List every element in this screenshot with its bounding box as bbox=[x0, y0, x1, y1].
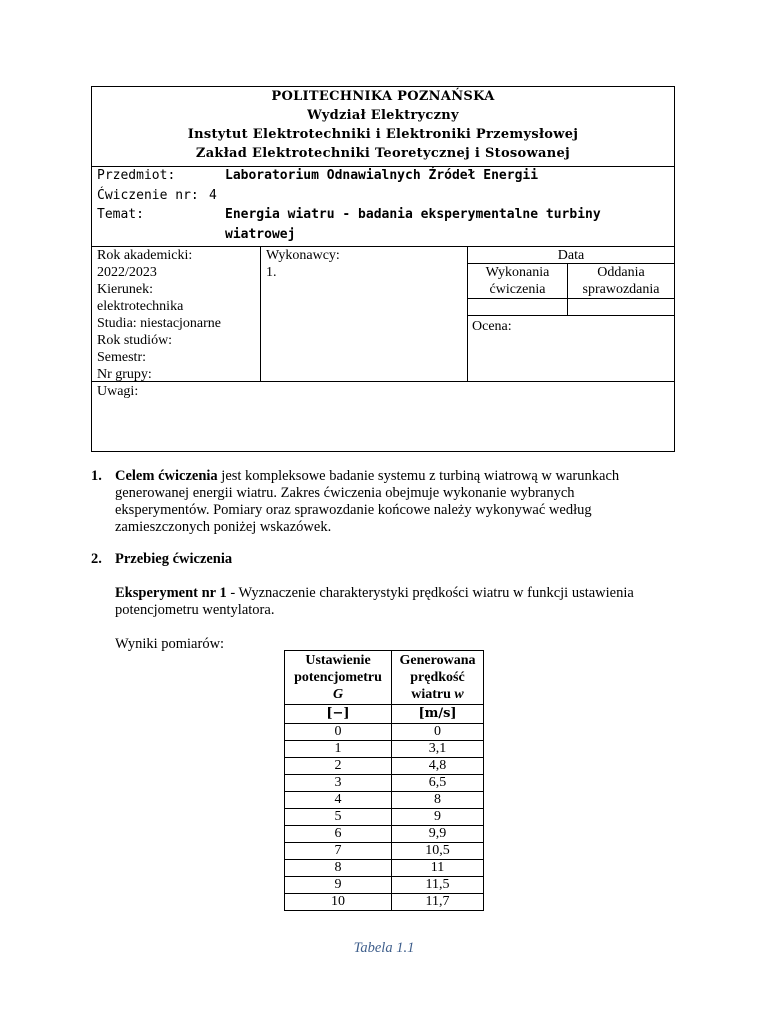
cell-g: 0 bbox=[285, 724, 392, 741]
cell-g: 4 bbox=[285, 792, 392, 809]
cell-w: 11,7 bbox=[392, 894, 484, 911]
performers-label: Wykonawcy: bbox=[266, 248, 340, 263]
semester-label: Semestr: bbox=[97, 350, 146, 365]
table-row bbox=[285, 792, 484, 809]
section-2-number: 2. bbox=[91, 551, 102, 567]
cell-w: 10,5 bbox=[392, 843, 484, 860]
cell-g: 2 bbox=[285, 758, 392, 775]
section-2-title: Przebieg ćwiczenia bbox=[115, 551, 233, 567]
col2-symbol: w bbox=[454, 687, 464, 702]
table-row bbox=[285, 826, 484, 843]
cell-w: 11,5 bbox=[392, 877, 484, 894]
section-1-line-1: jest kompleksowe badanie systemu z turbiną wiatrową w warunkach bbox=[217, 468, 620, 484]
group-number-label: Nr grupy: bbox=[97, 367, 152, 382]
grade-label: Ocena: bbox=[472, 319, 512, 334]
field-label: Kierunek: bbox=[97, 282, 153, 297]
col2-header-line-3: wiatru bbox=[411, 687, 451, 702]
table-row bbox=[285, 877, 484, 894]
measurement-results-table bbox=[284, 650, 484, 911]
date-label: Data bbox=[557, 248, 585, 263]
cell-w: 4,8 bbox=[392, 758, 484, 775]
experiment-1-title: Eksperyment nr 1 bbox=[115, 585, 227, 601]
experiment-1-line-2: potencjometru wentylatora. bbox=[115, 602, 275, 618]
cell-w: 9 bbox=[392, 809, 484, 826]
submitted-date-label-1: Oddania bbox=[597, 265, 645, 280]
cell-g: 5 bbox=[285, 809, 392, 826]
cell-g: 1 bbox=[285, 741, 392, 758]
cell-g: 9 bbox=[285, 877, 392, 894]
section-1-paragraph bbox=[115, 468, 619, 536]
studies-type: Studia: niestacjonarne bbox=[97, 316, 222, 331]
subject-value: Laboratorium Odnawialnych Źródeł Energii bbox=[225, 168, 539, 183]
notes-label: Uwagi: bbox=[97, 384, 139, 399]
col1-unit: [−] bbox=[285, 705, 392, 724]
topic-line-2: wiatrowej bbox=[225, 227, 296, 242]
subject-label: Przedmiot: bbox=[97, 168, 176, 183]
table-row bbox=[285, 860, 484, 877]
col1-header-line-1: Ustawienie bbox=[305, 653, 371, 668]
exercise-number: 4 bbox=[209, 188, 217, 203]
section-1-number: 1. bbox=[91, 468, 102, 484]
col1-symbol: G bbox=[332, 687, 344, 702]
section-1-line-4: zamieszczonych poniżej wskazówek. bbox=[115, 519, 332, 535]
done-date-label-2: ćwiczenia bbox=[489, 282, 546, 297]
table-row bbox=[285, 843, 484, 860]
table-caption: Tabela 1.1 bbox=[353, 940, 415, 956]
results-label: Wyniki pomiarów: bbox=[115, 636, 225, 652]
university-name: POLITECHNIKA POZNAŃSKA bbox=[271, 89, 495, 104]
performer-1: 1. bbox=[266, 265, 277, 280]
cell-w: 6,5 bbox=[392, 775, 484, 792]
academic-year-label: Rok akademicki: bbox=[97, 248, 193, 263]
section-1-line-3: eksperymentów. Pomiary oraz sprawozdanie końcowe należy wykonywać według bbox=[115, 502, 592, 518]
study-year-label: Rok studiów: bbox=[97, 333, 173, 348]
cell-w: 9,9 bbox=[392, 826, 484, 843]
table-header-row bbox=[285, 651, 484, 705]
field-value: elektrotechnika bbox=[97, 299, 184, 314]
col2-header-line-2: prędkość bbox=[410, 670, 465, 685]
table-unit-row bbox=[285, 705, 484, 724]
topic-line-1: Energia wiatru - badania eksperymentalne turbiny bbox=[225, 207, 601, 222]
cell-g: 8 bbox=[285, 860, 392, 877]
col2-unit: [m/s] bbox=[392, 705, 484, 724]
table-row bbox=[285, 775, 484, 792]
cell-g: 3 bbox=[285, 775, 392, 792]
cell-w: 8 bbox=[392, 792, 484, 809]
table-row bbox=[285, 809, 484, 826]
institute-name: Instytut Elektrotechniki i Elektroniki Przemysłowej bbox=[187, 127, 579, 142]
cell-g: 10 bbox=[285, 894, 392, 911]
experiment-1-description bbox=[115, 585, 634, 619]
column-header-potentiometer bbox=[285, 651, 392, 705]
exercise-label: Ćwiczenie nr: bbox=[97, 188, 199, 203]
cell-w: 3,1 bbox=[392, 741, 484, 758]
academic-year-value: 2022/2023 bbox=[97, 265, 157, 280]
submitted-date-label-2: sprawozdania bbox=[582, 282, 660, 297]
cell-g: 6 bbox=[285, 826, 392, 843]
column-header-wind-speed bbox=[392, 651, 484, 705]
faculty-name: Wydział Elektryczny bbox=[307, 108, 459, 123]
experiment-1-line-1: - Wyznaczenie charakterystyki prędkości wiatru w funkcji ustawienia bbox=[226, 585, 634, 601]
section-1-lead: Celem ćwiczenia bbox=[115, 468, 218, 484]
col1-header-line-2: potencjometru bbox=[294, 670, 382, 685]
table-row bbox=[285, 758, 484, 775]
col2-header-line-1: Generowana bbox=[399, 653, 476, 668]
table-row bbox=[285, 741, 484, 758]
section-1-line-2: generowanej energii wiatru. Zakres ćwiczenia obejmuje wykonanie wybranych bbox=[115, 485, 575, 501]
table-row bbox=[285, 724, 484, 741]
cell-g: 7 bbox=[285, 843, 392, 860]
topic-label: Temat: bbox=[97, 207, 144, 222]
done-date-label-1: Wykonania bbox=[485, 265, 550, 280]
cell-w: 0 bbox=[392, 724, 484, 741]
table-row bbox=[285, 894, 484, 911]
department-name: Zakład Elektrotechniki Teoretycznej i Stosowanej bbox=[195, 146, 571, 161]
report-header-box bbox=[91, 86, 675, 452]
cell-w: 11 bbox=[392, 860, 484, 877]
